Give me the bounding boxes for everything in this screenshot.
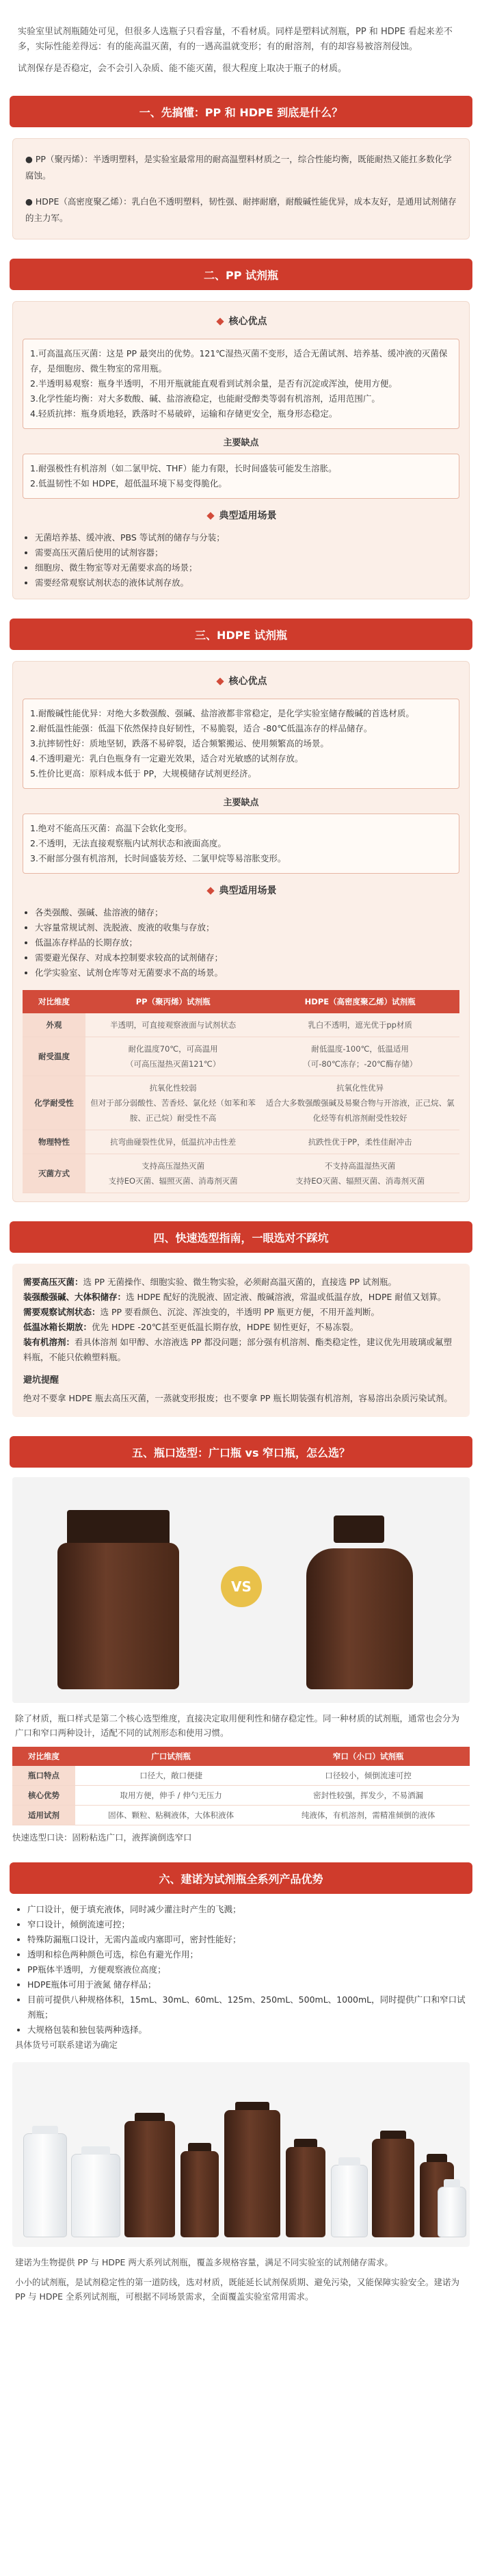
pp-pro-3: 3.化学性能均衡：对大多数酸、碱、盐溶液稳定，也能耐受醇类等弱有机溶剂，适用范围广。 [30,393,380,404]
pp-pro-1: 1.可高温高压灭菌：这是 PP 最突出的优势。121℃湿热灭菌不变形，适合无菌试剂、培养基、缓冲液的灭菌保存，是细胞房、微生物室的常用瓶。 [30,348,448,374]
section-title-3: 三、HDPE 试剂瓶 [10,619,472,650]
pp-pro-4: 4.轻质抗摔：瓶身质地轻，跌落时不易破碎，运输和存储更安全，瓶身形态稳定。 [30,408,338,419]
core-advantages-title [23,310,459,333]
table-cell: 乳白不透明，遮光优于pp材质 [260,1013,459,1037]
guide-item [23,1320,459,1335]
section-title-6: 六、建诺为试剂瓶全系列产品优势 [10,1862,472,1894]
table-cell: 口径大，敞口便捷 [75,1766,267,1786]
list-item: • 细胞房、微生物室等对无菌要求高的场景； [35,560,459,575]
section-title-2: 二、PP 试剂瓶 [10,259,472,290]
guide-item [23,1290,459,1305]
list-item: • 目前可提供八种规格体积，15mL、30mL、60mL、125m、250mL、500mL、1000mL，同时提供广口和窄口试剂瓶； [27,1992,467,2022]
table-cell: 取用方便，伸手 / 伸勺无压力 [75,1786,267,1806]
mouth-table-wrap [12,1747,470,1843]
table-cell: 半透明，可直接观察液面与试剂状态 [85,1013,260,1037]
guide-item [23,1275,459,1290]
guide-value: 选 PP 要看颜色、沉淀、浑浊变的，半透明 PP 瓶更方便，不用开盖判断。 [100,1307,380,1317]
table-cell: 灭菌方式 [23,1154,85,1193]
guide-key: 需要观察试剂状态： [23,1307,101,1317]
guide-key: 低温冰箱长期放： [23,1322,92,1332]
section-2-card [12,301,470,599]
guide-value: 优先 HDPE -20℃甚至更低温长期存放，HDPE 韧性更好，不易冻裂。 [92,1322,359,1332]
table-row [23,1130,459,1154]
guide-key: 装有机溶剂： [23,1337,75,1347]
closing-text [15,2255,467,2304]
list-item: • 无菌培养基、缓冲液、PBS 等试剂的储存与分装； [35,530,459,545]
table-header: PP（聚丙烯）试剂瓶 [85,990,260,1013]
table-header: 广口试剂瓶 [75,1747,267,1766]
mouth-table [12,1747,470,1825]
pp-cons-box [23,454,459,499]
hdpe-core-label: 核心优点 [228,676,267,687]
intro-paragraph-2: 试剂保存是否稳定，会不会引入杂质、能不能灭菌，很大程度上取决于瓶子的材质。 [18,64,347,74]
pp-scenes-title [23,504,459,528]
list-item: • 化学实验室、试剂仓库等对无菌要求不高的场景。 [35,965,459,980]
hdpe-cons-box [23,814,459,874]
hdpe-definition-text: HDPE（高密度聚乙烯）：乳白色不透明塑料，韧性强、耐摔耐磨，耐酸碱性能优异，成本友好，是通用试剂储存的主力军。 [25,196,457,223]
tips-title: 避坑提醒 [23,1375,59,1385]
wide-mouth-bottle [57,1543,179,1689]
table-row [12,1766,470,1786]
table-cell: 不支持高温湿热灭菌 支持EO灭菌、辐照灭菌、消毒剂灭菌 [260,1154,459,1193]
hdpe-scenes-title [23,879,459,902]
hdpe-pros-box [23,699,459,789]
bottle-comparison-image [12,1477,470,1703]
amber-bottle [180,2151,219,2237]
amber-bottle [286,2147,325,2237]
hdpe-cons-title: 主要缺点 [223,798,259,808]
amber-bottle [124,2121,175,2237]
pp-definition: ● PP（聚丙烯）：半透明塑料，是实验室最常用的耐高温塑料材质之一，综合性能均衡，既能耐热又能扛多数化学腐蚀。 [25,154,452,181]
table-cell: 密封性较强，挥发少，不易洒漏 [267,1786,470,1806]
list-item: • 透明和棕色两种颜色可选，棕色有避光作用； [27,1947,467,1962]
narrow-bottle-cap [334,1515,384,1543]
mouth-paragraph: 除了材质，瓶口样式是第二个核心选型维度，直接决定取用便利性和储存稳定性。同一种材质的试剂瓶，通常也会分为广口和窄口两种设计，适配不同的试剂形态和使用习惯。 [15,1713,460,1738]
section-1-card [12,138,470,239]
list-item: • 各类强酸、强碱、盐溶液的储存； [35,905,459,920]
table-row [23,1013,459,1037]
table-header: 对比维度 [23,990,85,1013]
pp-pros-box [23,339,459,429]
section-title-4: 四、快速选型指南，一眼选对不踩坑 [10,1221,472,1253]
table-row [23,1076,459,1130]
narrow-mouth-bottle [306,1548,413,1689]
table-header: HDPE（高密度聚乙烯）试剂瓶 [260,990,459,1013]
diamond-icon [206,886,215,896]
table-cell: 抗跌性优于PP，柔性佳耐冲击 [260,1130,459,1154]
guide-item [23,1335,459,1365]
hdpe-pro-4: 4.不透明避光：乳白色瓶身有一定避光效果，适合对光敏感的试剂存放。 [30,753,304,764]
list-item: • 窄口设计，倾倒流速可控； [27,1917,467,1932]
wide-bottle-cap [67,1510,170,1546]
clear-bottle [438,2187,466,2237]
clear-bottle [23,2133,67,2237]
list-item: • 大容量常规试剂、洗脱液、废液的收集与存放； [35,920,459,935]
guide-value: 选 HDPE 配好的洗脱液、固定液、酸碱溶液，常温或低温存放，HDPE 耐值又划算。 [126,1292,446,1302]
mouth-summary: 快速选型口诀：固粉粘选广口，液挥滴倒选窄口 [12,1832,192,1843]
closing-paragraph-2: 小小的试剂瓶，是试剂稳定性的第一道防线，选对材质，既能延长试剂保质期、避免污染，又能保障实验安全。建诺为 PP 与 HDPE 全系列试剂瓶，可根据不同场景需求，全面覆盖实验室常用需求。 [15,2277,460,2302]
table-cell: 支持高压湿热灭菌 支持EO灭菌、辐照灭菌、消毒剂灭菌 [85,1154,260,1193]
table-cell: 口径较小，倾倒流速可控 [267,1766,470,1786]
guide-key: 装强酸强碱、大体积储存： [23,1292,126,1302]
table-cell: 化学耐受性 [23,1076,85,1130]
section-3-card [12,661,470,1202]
product-family-image [12,2062,470,2247]
diamond-icon [215,317,225,326]
diamond-icon [215,677,225,686]
pp-cons-title: 主要缺点 [223,438,259,448]
advantages-list [15,1902,467,2038]
table-row [23,1154,459,1193]
section-title-1: 一、先搞懂：PP 和 HDPE 到底是什么？ [10,96,472,127]
amber-bottle [372,2139,414,2237]
clear-bottle [331,2165,368,2237]
table-cell: 适用试剂 [12,1806,75,1825]
closing-paragraph-1: 建诺为生物提供 PP 与 HDPE 两大系列试剂瓶，覆盖多规格容量，满足不同实验室的试剂储存需求。 [15,2257,393,2267]
vs-badge: VS [221,1566,262,1607]
tips-text: 绝对不要拿 HDPE 瓶去高压灭菌，一蒸就变形报废；也不要拿 PP 瓶长期装强有机溶剂，容易溶出杂质污染试剂。 [23,1393,453,1403]
guide-key: 需要高压灭菌： [23,1277,83,1287]
pp-definition-text: PP（聚丙烯）：半透明塑料，是实验室最常用的耐高温塑料材质之一，综合性能均衡，既能耐热又能扛多数化学腐蚀。 [25,154,452,181]
table-row [12,1786,470,1806]
table-cell: 耐受温度 [23,1037,85,1076]
table-cell: 抗弯曲碰裂性优异，低温抗冲击性差 [85,1130,260,1154]
section-title-5: 五、瓶口选型：广口瓶 vs 窄口瓶，怎么选？ [10,1436,472,1468]
list-item: • 大规格包装和独包装两种选择。 [27,2022,467,2038]
hdpe-con-3: 3.不耐部分强有机溶剂，长时间盛装芳烃、二氯甲烷等易溶胀变形。 [30,853,286,863]
list-item: • 需要避光保存、对成本控制要求较高的试剂储存； [35,950,459,965]
guide-value: 选 PP 无菌操作、细胞实验、微生物实验，必须耐高温灭菌的，直接选 PP 试剂瓶。 [83,1277,397,1287]
pp-scenes-list [23,530,459,590]
table-row [23,1037,459,1076]
list-item: • 需要经常观察试剂状态的液体试剂存放。 [35,575,459,590]
pp-con-2: 2.低温韧性不如 HDPE，超低温环境下易变得脆化。 [30,478,227,489]
diamond-icon [206,511,215,521]
hdpe-scenes-list [23,905,459,980]
list-item: • 需要高压灭菌后使用的试剂容器； [35,545,459,560]
core-advantages-label: 核心优点 [228,316,267,327]
hdpe-core-title [23,670,459,693]
intro [0,0,482,77]
pp-scenes-label: 典型适用场景 [219,510,277,521]
table-cell: 耐化温度70℃，可高温用 （可高压湿热灭菌121℃） [85,1037,260,1076]
hdpe-con-1: 1.绝对不能高压灭菌：高温下会软化变形。 [30,823,192,833]
guide-item [23,1305,459,1320]
table-cell: 物理特性 [23,1130,85,1154]
hdpe-pro-1: 1.耐酸碱性能优异：对绝大多数强酸、强碱、盐溶液都非常稳定，是化学实验室储存酸碱的首选材质。 [30,708,414,718]
comparison-table [23,990,459,1193]
table-cell: 耐低温度-100℃，低温适用 （可-80℃冻存；-20℃酶存储） [260,1037,459,1076]
list-item: • HDPE瓶体可用于液氮 储存样品； [27,1977,467,1992]
list-item: • 低温冻存样品的长期存放； [35,935,459,950]
contact-note: 具体货号可联系建诺为确定 [15,2040,118,2050]
table-cell: 抗氧化性优异 适合大多数强酸强碱及易聚合物与开溶液，正己烷、氯化烃等有机溶剂耐受性较好 [260,1076,459,1130]
clear-bottle [71,2154,120,2237]
table-cell: 核心优势 [12,1786,75,1806]
pp-pro-2: 2.半透明易观察：瓶身半透明，不用开瓶就能直观看到试剂余量，是否有沉淀或浑浊，使用方便。 [30,378,397,389]
hdpe-pro-3: 3.抗摔韧性好：质地坚韧，跌落不易碎裂，适合频繁搬运、使用频繁高的场景。 [30,738,329,749]
list-item: • 广口设计，便于填充液体，同时减少灌注时产生的飞溅； [27,1902,467,1917]
amber-bottle [224,2110,280,2237]
pp-con-1: 1.耐强极性有机溶剂（如二氯甲烷、THF）能力有限，长时间盛装可能发生溶胀。 [30,463,337,473]
list-item: • 特殊防漏瓶口设计，无需内盖或内塞即可，密封性能好； [27,1932,467,1947]
product-advantages [15,1902,467,2053]
table-cell: 瓶口特点 [12,1766,75,1786]
table-cell: 外观 [23,1013,85,1037]
table-cell: 抗氧化性较弱 但对于部分弱酸性、苦香烃、氯化烃（如苯和苯胺、正己烷）耐受性不高 [85,1076,260,1130]
hdpe-pro-5: 5.性价比更高：原料成本低于 PP，大规模储存试剂更经济。 [30,768,256,779]
table-header: 对比维度 [12,1747,75,1766]
quick-guide [12,1264,470,1417]
table-header: 窄口（小口）试剂瓶 [267,1747,470,1766]
guide-value: 看具体溶剂 如甲醇、水溶液选 PP 都没问题；部分强有机溶剂、酯类稳定性，建议优先用玻璃或氟塑料瓶，不能只依赖塑料瓶。 [23,1337,453,1362]
intro-paragraph-1: 实验室里试剂瓶随处可见，但很多人选瓶子只看容量，不看材质。同样是塑料试剂瓶，PP 和 HDPE 看起来差不多，实际性能差得远：有的能高温灭菌，有的一遇高温就变形；有的耐溶剂，有的却容易被溶剂侵蚀。 [18,27,453,52]
list-item: • PP瓶体半透明，方便观察液位高度； [27,1962,467,1977]
table-cell: 纯液体，有机溶剂，需精准倾倒的液体 [267,1806,470,1825]
hdpe-scenes-label: 典型适用场景 [219,885,277,896]
table-cell: 固体、颗粒、粘稠液体，大体积液体 [75,1806,267,1825]
hdpe-pro-2: 2.耐低温性能强：低温下依然保持良好韧性，不易脆裂，适合 -80℃低温冻存的样品储存。 [30,723,373,733]
hdpe-con-2: 2.不透明，无法直接观察瓶内试剂状态和液面高度。 [30,838,226,848]
hdpe-definition: ● HDPE（高密度聚乙烯）：乳白色不透明塑料，韧性强、耐摔耐磨，耐酸碱性能优异，成本友好，是通用试剂储存的主力军。 [25,196,457,223]
table-row [12,1806,470,1825]
